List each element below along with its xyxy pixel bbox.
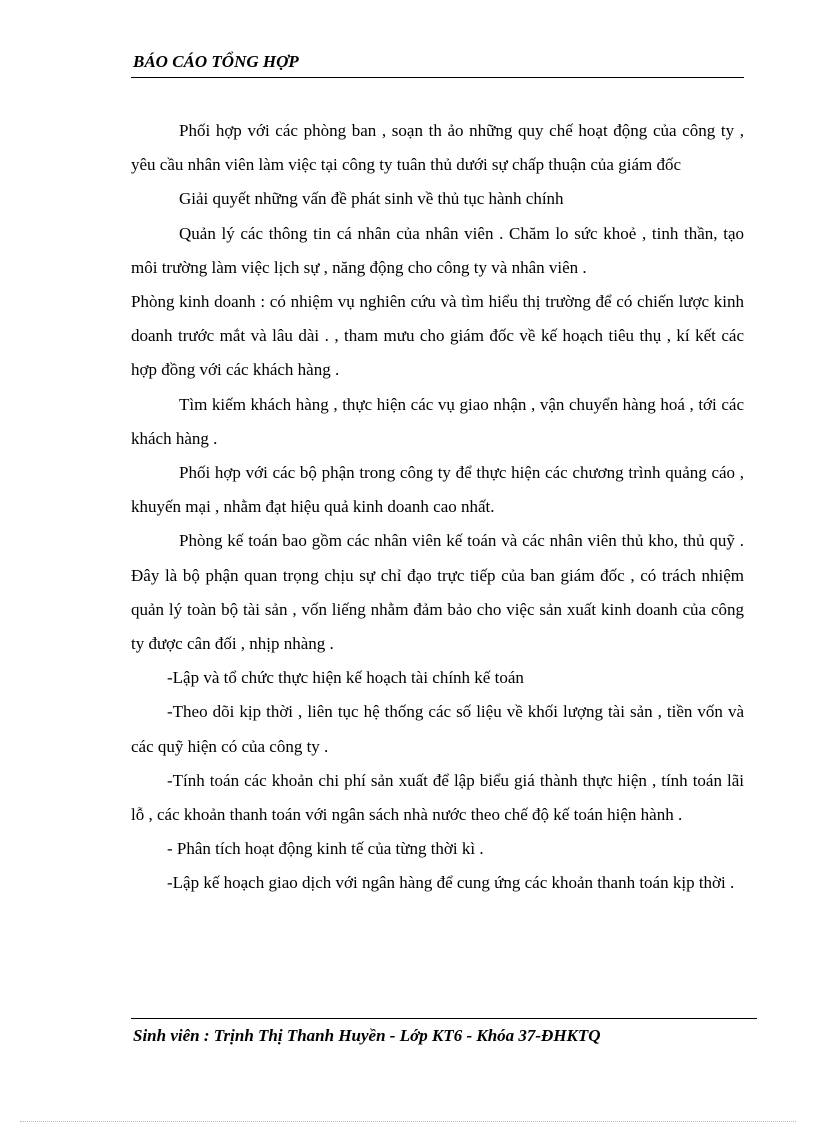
paragraph-advertising: Phối hợp với các bộ phận trong công ty để thực hiện các chương trình quảng cáo , khuyến mại , nhằm đạt hiệu quả kinh doanh cao nhất. [131, 463, 744, 517]
page-bottom-edge [20, 1121, 796, 1122]
task-cost-calculation: -Tính toán các khoản chi phí sản xuất để lập biểu giá thành thực hiện , tính toán lãi lỗ , các khoản thanh toán với ngân sách nhà nước theo chế độ kế toán hiện hành . [131, 770, 744, 825]
report-header-title: BÁO CÁO TỔNG HỢP [133, 52, 299, 71]
task-financial-plan: -Lập và tổ chức thực hiện kế hoạch tài chính kế toán [167, 668, 524, 688]
paragraph-accounting-department: Phòng kế toán bao gồm các nhân viên kế toán và các nhân viên thủ kho, thủ quỹ . Đây là bộ phận quan trọng chịu sự chỉ đạo trực tiếp của ban giám đốc , có trách nhiệm quản lý toàn bộ tài sản , vốn liếng nhằm đảm bảo cho việc sản xuất kinh doanh của công ty được cân đối , nhịp nhàng . [131, 531, 744, 654]
footer-student-info: Sinh viên : Trịnh Thị Thanh Huyền - Lớp KT6 - Khóa 37-ĐHKTQ [133, 1026, 601, 1045]
paragraph-sales-department: Phòng kinh doanh : có nhiệm vụ nghiên cứu và tìm hiểu thị trường để có chiến lược kinh doanh trước mắt và lâu dài . , tham mưu cho giám đốc về kế hoạch tiêu thụ , kí kết các hợp đồng với các khách hàng . [131, 292, 744, 380]
footer-divider [131, 1018, 757, 1019]
task-bank-transactions: -Lập kế hoạch giao dịch với ngân hàng để cung ứng các khoản thanh toán kịp thời . [167, 873, 735, 893]
task-monitor-assets: -Theo dõi kịp thời , liên tục hệ thống các số liệu về khối lượng tài sản , tiền vốn và các quỹ hiện có của công ty . [131, 702, 744, 756]
paragraph-personnel-info: Quản lý các thông tin cá nhân của nhân viên . Chăm lo sức khoẻ , tinh thần, tạo môi trường làm việc lịch sự , năng động cho công ty và nhân viên . [131, 223, 744, 277]
paragraph-admin-procedures: Giải quyết những vấn đề phát sinh về thủ tục hành chính [179, 189, 564, 209]
header-divider [131, 77, 744, 78]
document-body [131, 114, 744, 901]
paragraph-admin-regulations: Phối hợp với các phòng ban , soạn th ảo những quy chế hoạt động của công ty , yêu cầu nhân viên làm việc tại công ty tuân thủ dưới sự chấp thuận của giám đốc [131, 121, 744, 175]
task-economic-analysis: - Phân tích hoạt động kinh tế của từng thời kì . [167, 839, 484, 859]
paragraph-customer-search: Tìm kiếm khách hàng , thực hiện các vụ giao nhận , vận chuyển hàng hoá , tới các khách hàng . [131, 394, 744, 448]
